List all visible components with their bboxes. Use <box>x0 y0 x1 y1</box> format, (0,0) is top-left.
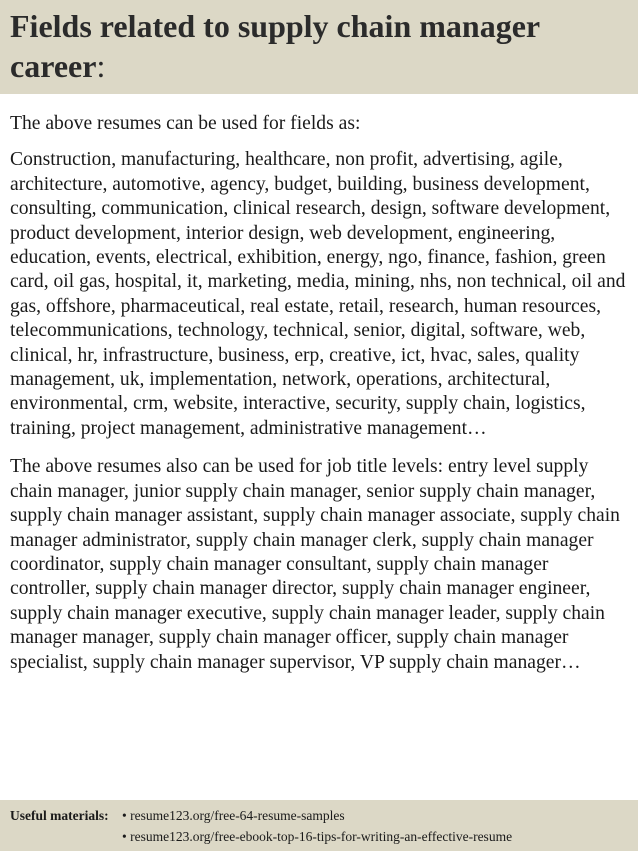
title-banner <box>0 0 638 94</box>
page-title-text: Fields related to supply chain manager career <box>10 8 540 84</box>
resume-samples-link[interactable]: • resume123.org/free-64-resume-samples <box>122 808 345 823</box>
footer-row-1 <box>10 805 638 826</box>
ebook-tips-link[interactable]: • resume123.org/free-ebook-top-16-tips-for-writing-an-effective-resume <box>122 829 513 844</box>
useful-materials-label-text: Useful materials <box>10 808 105 823</box>
footer-row-2 <box>10 826 638 847</box>
useful-materials-footer <box>0 800 638 851</box>
footer-label-spacer <box>10 826 122 847</box>
page-title <box>10 6 628 86</box>
useful-materials-label <box>10 805 122 826</box>
page-title-colon: : <box>96 48 106 84</box>
fields-list-paragraph: Construction, manufacturing, healthcare, non profit, advertising, agile, architecture, automotive, agency, budget, building, business development, consulting, communication, clinical research, design, software development, product development, interior design, web development, engineering, education, events, electrical, exhibition, energy, ngo, finance, fashion, green card, oil gas, hospital, it, marketing, media, mining, nhs, non technical, oil and gas, offshore, pharmaceutical, real estate, retail, research, human resources, telecommunications, technology, technical, senior, digital, software, web, clinical, hr, infrastructure, business, erp, creative, ict, hvac, sales, quality management, uk, implementation, network, operations, architectural, environmental, crm, website, interactive, security, supply chain, logistics, training, project management, administrative management… <box>10 149 626 439</box>
useful-materials-label-colon: : <box>104 808 109 823</box>
main-content <box>10 112 632 675</box>
intro-text: The above resumes can be used for fields as: <box>10 113 361 134</box>
job-levels-paragraph: The above resumes also can be used for job title levels: entry level supply chain manager, junior supply chain manager, senior supply chain manager, supply chain manager assistant, supply chain manager associate, supply chain manager administrator, supply chain manager clerk, supply chain manager coordinator, supply chain manager consultant, supply chain manager controller, supply chain manager director, supply chain manager engineer, supply chain manager executive, supply chain manager leader, supply chain manager manager, supply chain manager officer, supply chain manager specialist, supply chain manager supervisor, VP supply chain manager… <box>10 456 620 673</box>
